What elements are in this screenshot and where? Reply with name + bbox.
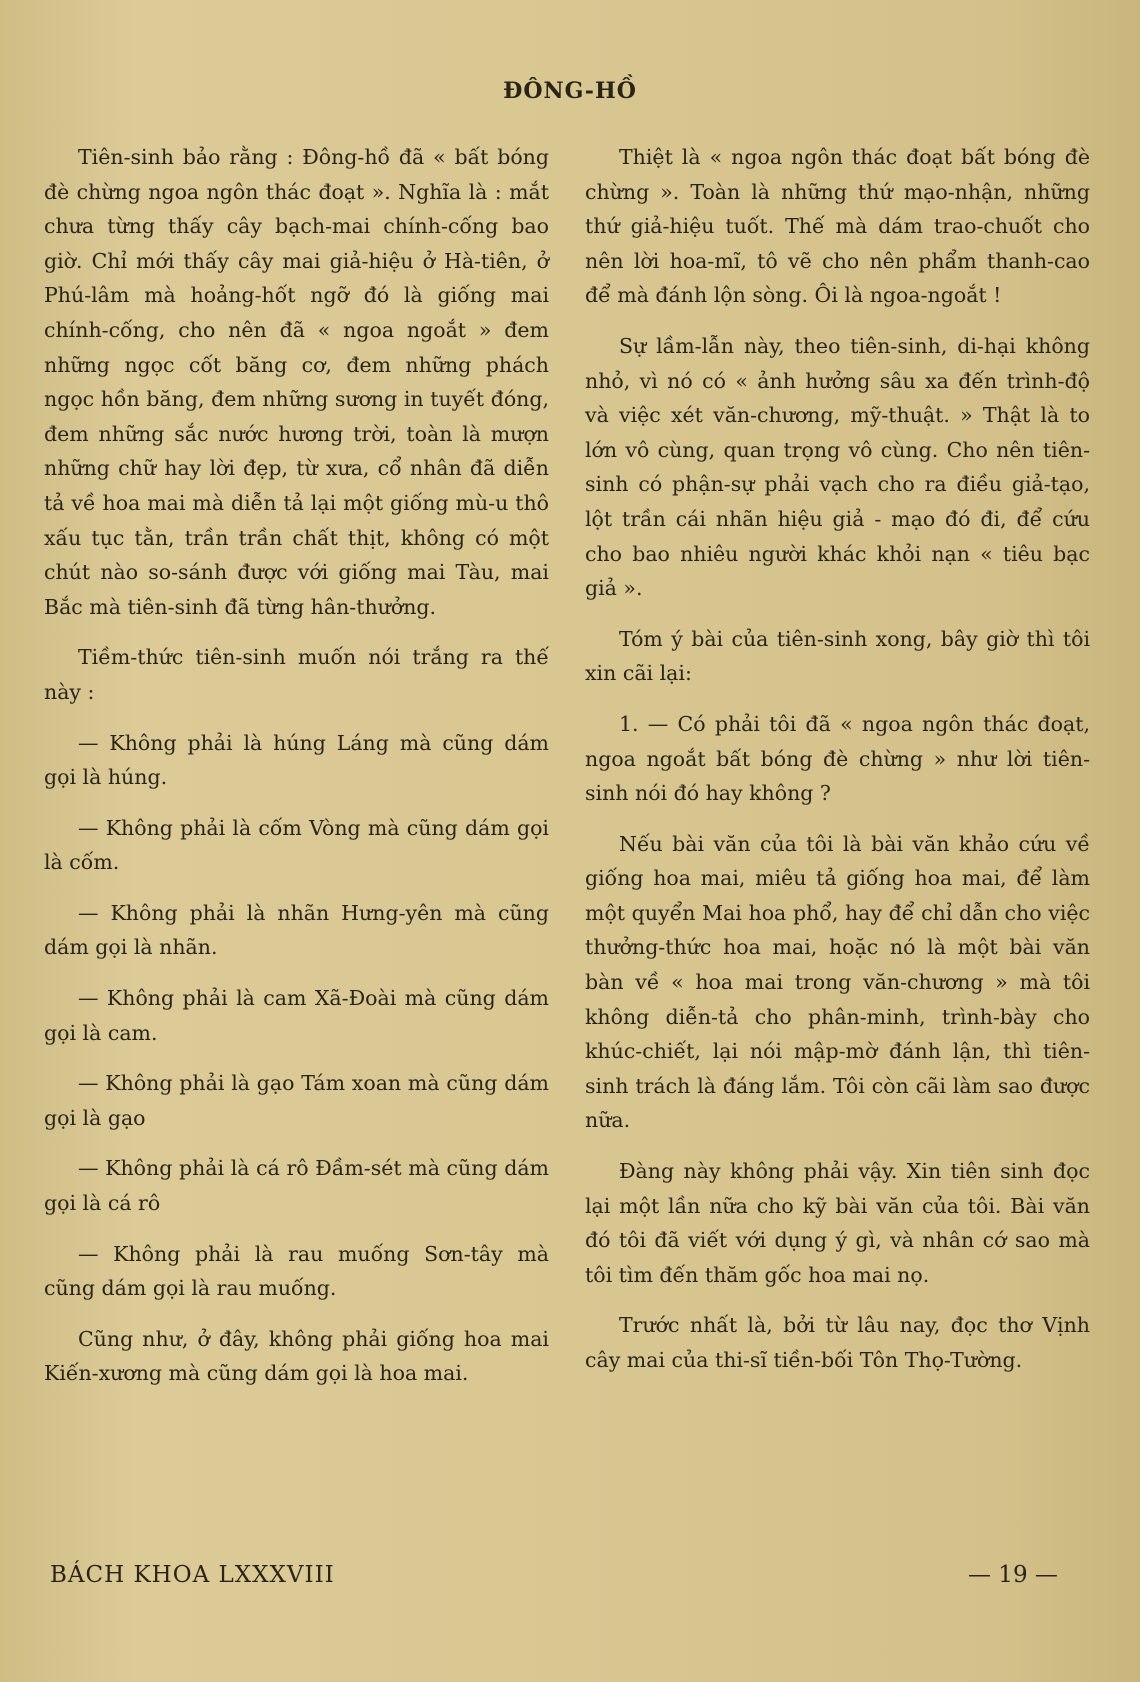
paragraph: — Không phải là cam Xã-Đoài mà cũng dám gọi là cam. [44,986,549,1045]
paragraph: 1. — Có phải tôi đã « ngoa ngôn thác đoạt, ngoa ngoắt bất bóng đè chừng » như lời tiên-sinh nói đó hay không ? [585,711,1090,806]
paragraph: — Không phải là nhãn Hưng-yên mà cũng dám gọi là nhãn. [44,900,549,960]
paragraph: Tóm ý bài của tiên-sinh xong, bây giờ thì tôi xin cãi lại: [585,626,1090,686]
paragraph: — Không phải là cốm Vòng mà cũng dám gọi là cốm. [44,815,549,875]
left-column [44,140,549,1407]
paragraph: — Không phải là rau muống Sơn-tây mà cũng dám gọi là rau muống. [44,1241,549,1301]
paragraph: Tiên-sinh bảo rằng : Đông-hồ đã « bất bóng đè chừng ngoa ngôn thác đoạt ». Nghĩa là : mắt chưa từng thấy cây bạch-mai chính-cống bao giờ. Chỉ mới thấy cây mai giả-hiệu ở Hà-tiên, ở Phú-lâm mà hoảng-hốt ngỡ đó là giống mai chính-cống, cho nên đã « ngoa ngoắt » đem những ngọc cốt băng cơ, đem những phách ngọc hồn băng, đem những sương in tuyết đóng, đem những sắc nước hương trời, toàn là mượn những chữ hay lời đẹp, từ xưa, cổ nhân đã diễn tả về hoa mai mà diễn tả lại một giống mù-u thô xấu tục tằn, trần trần chất thịt, không có một chút nào so-sánh được với giống mai Tàu, mai Bắc mà tiên-sinh đã từng hân-thưởng. [44,145,549,619]
paragraph: Đàng này không phải vậy. Xin tiên sinh đọc lại một lần nữa cho kỹ bài văn của tôi. Bài văn đó tôi đã viết với dụng ý gì, và nhân cớ sao mà tôi tìm đến thăm gốc hoa mai nọ. [585,1159,1090,1287]
paragraph: Thiệt là « ngoa ngôn thác đoạt bất bóng đè chừng ». Toàn là những thứ mạo-nhận, những thứ giả-hiệu tuốt. Thế mà dám trao-chuốt cho nên lời hoa-mĩ, tô vẽ cho nên phẩm thanh-cao để mà đánh lộn sòng. Ôi là ngoa-ngoắt ! [585,145,1090,308]
page-header: ĐÔNG-HỒ [503,78,637,104]
paragraph: — Không phải là húng Láng mà cũng dám gọi là húng. [44,730,549,790]
paragraph: Tiềm-thức tiên-sinh muốn nói trắng ra thế này : [44,645,549,704]
paragraph: — Không phải là cá rô Đầm-sét mà cũng dám gọi là cá rô [44,1156,549,1216]
journal-name: BÁCH KHOA LXXXVIII [50,1562,335,1588]
paragraph: Sự lầm-lẫn này, theo tiên-sinh, di-hại không nhỏ, vì nó có « ảnh hưởng sâu xa đến trình-độ và việc xét văn-chương, mỹ-thuật. » Thật là to lớn vô cùng, quan trọng vô cùng. Cho nên tiên-sinh có phận-sự phải vạch cho ra điều giả-tạo, lột trần cái nhãn hiệu giả - mạo đó đi, để cứu cho bao nhiêu người khác khỏi nạn « tiêu bạc giả ». [585,333,1090,601]
paragraph: Cũng như, ở đây, không phải giống hoa mai Kiến-xương mà cũng dám gọi là hoa mai. [44,1326,549,1386]
paragraph: Nếu bài văn của tôi là bài văn khảo cứu về giống hoa mai, miêu tả giống hoa mai, để làm một quyển Mai hoa phổ, hay để chỉ dẫn cho việc thưởng-thức hoa mai, hoặc nó là một bài văn bàn về « hoa mai trong văn-chương » mà tôi không diễn-tả cho phân-minh, trình-bày cho khúc-chiết, lại nói mập-mờ đánh lận, thì tiên-sinh trách là đáng lắm. Tôi còn cãi làm sao được nữa. [585,831,1090,1133]
page-number: — 19 — [968,1562,1058,1588]
paragraph: — Không phải là gạo Tám xoan mà cũng dám gọi là gạo [44,1071,549,1130]
right-column [585,140,1090,1394]
paragraph: Trước nhất là, bởi từ lâu nay, đọc thơ Vịnh cây mai của thi-sĩ tiền-bối Tôn Thọ-Tường. [585,1313,1090,1372]
